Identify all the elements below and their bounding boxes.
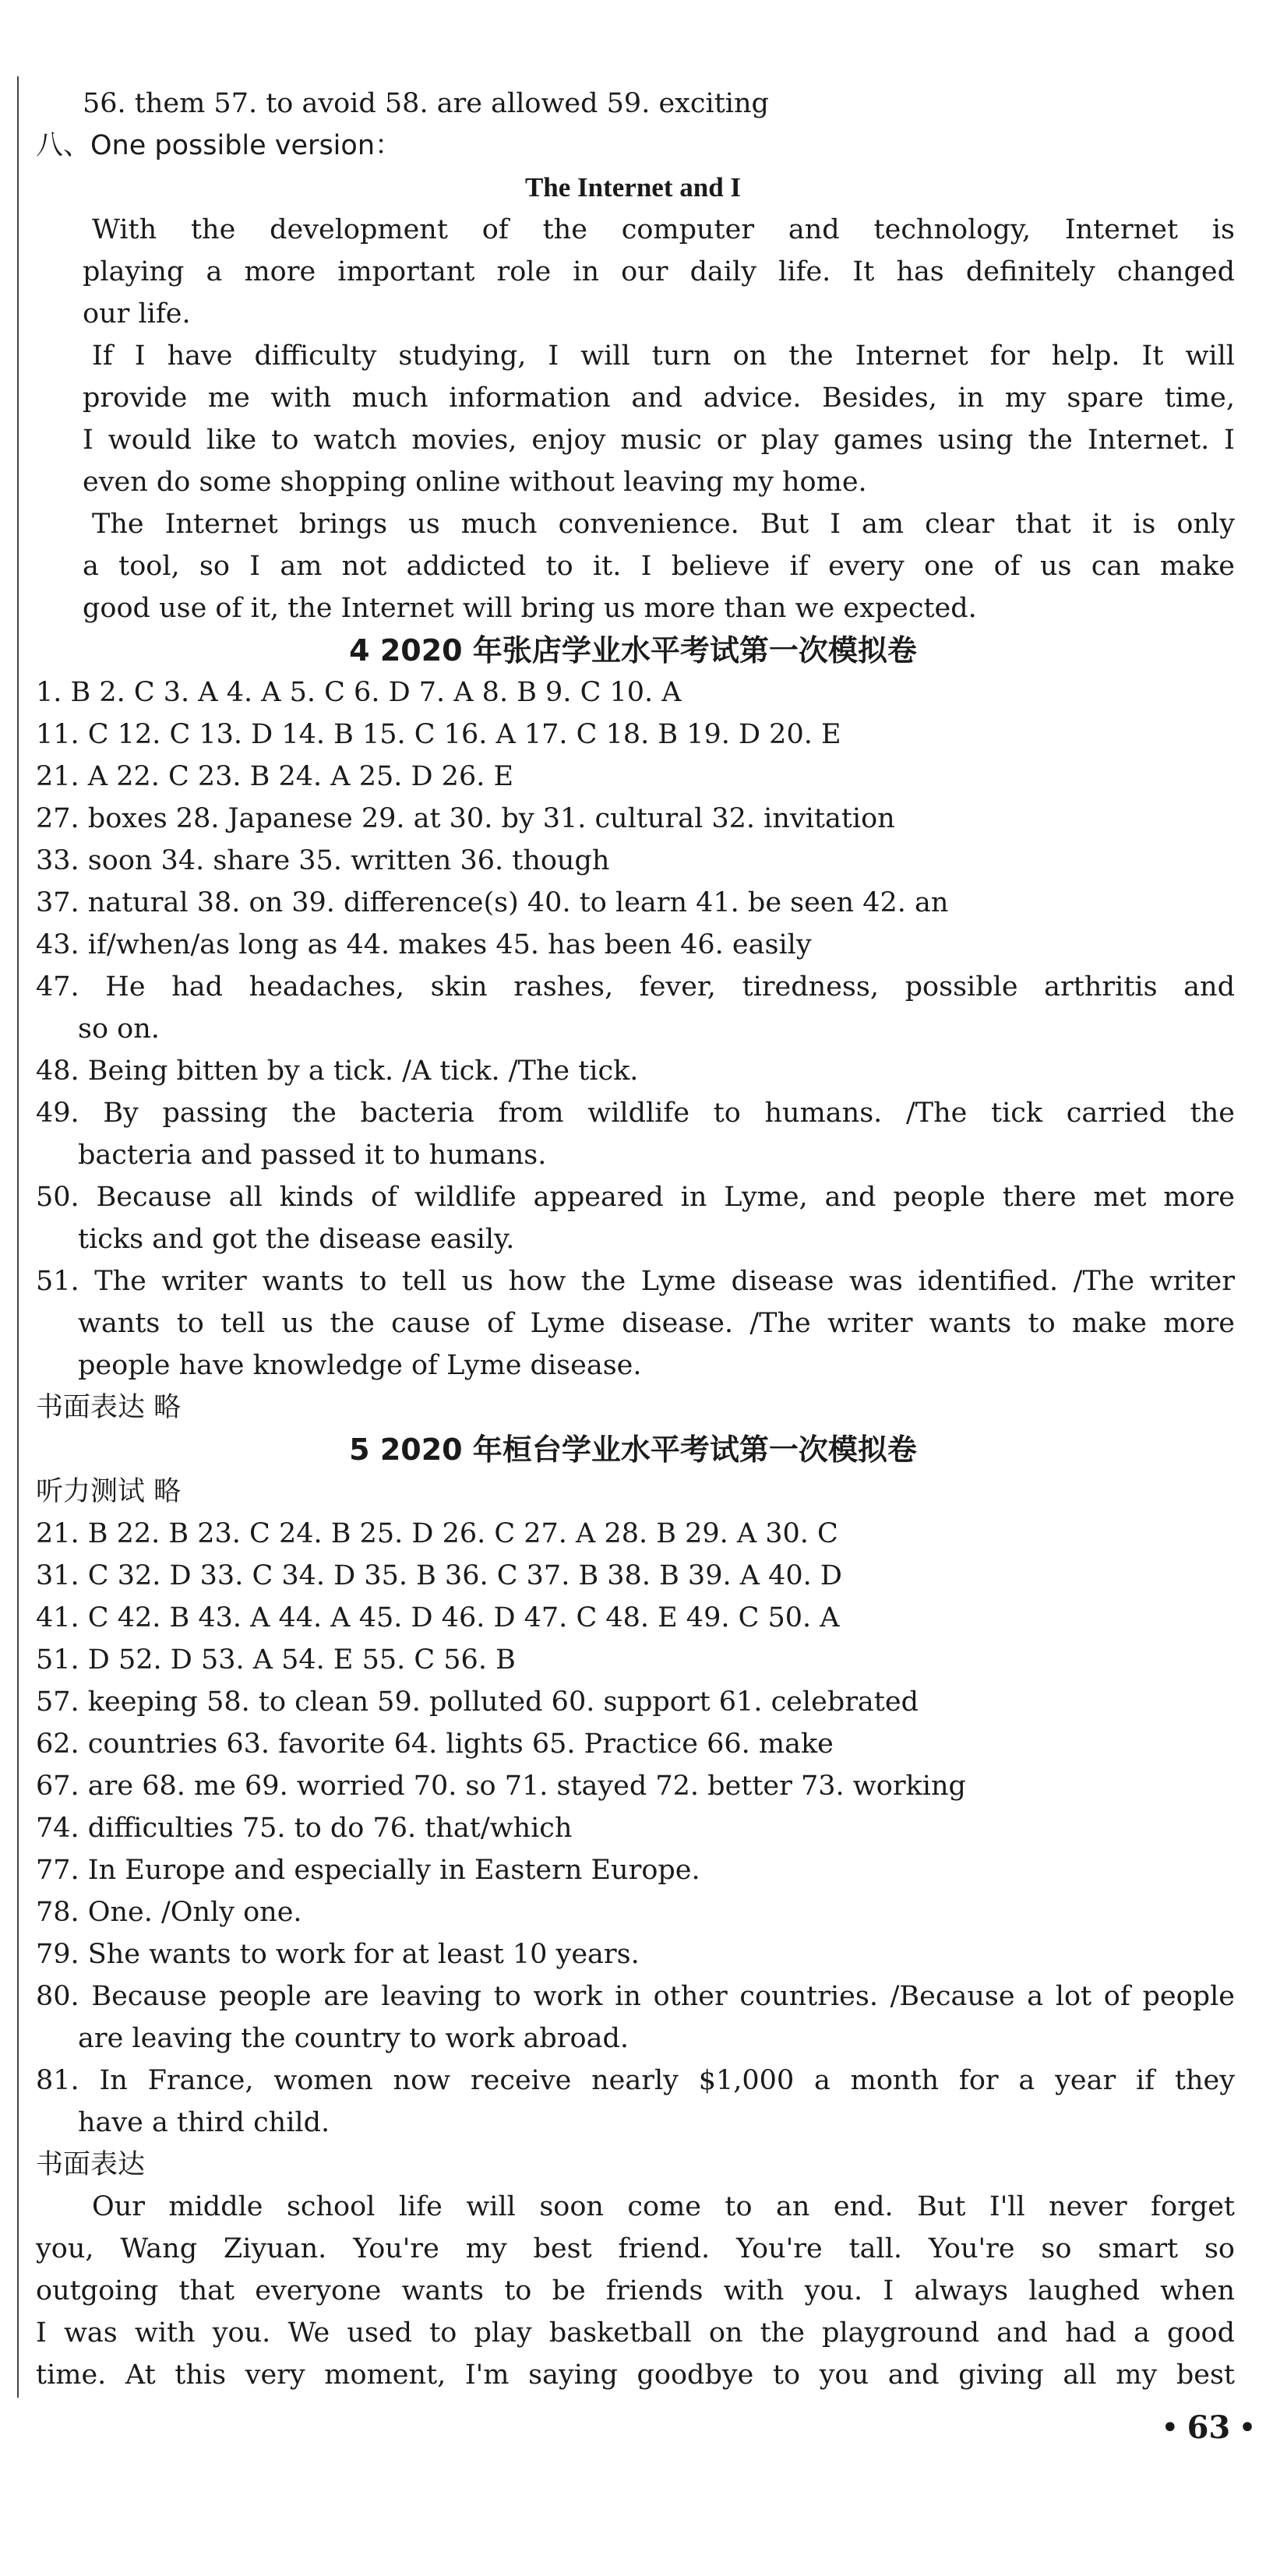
answers-row: 37. natural 38. on 39. difference(s) 40. to learn 41. be seen 42. an [36,887,949,918]
answers-row: 43. if/when/as long as 44. makes 45. has been 46. easily [36,929,812,960]
answers-56-59: 56. them 57. to avoid 58. are allowed 59. exciting [83,88,769,119]
answers-row: 1. B 2. C 3. A 4. A 5. C 6. D 7. A 8. B 9. C 10. A [36,677,682,708]
answers-row: 21. A 22. C 23. B 24. A 25. D 26. E [36,761,514,792]
answer-48: 48. Being bitten by a tick. /A tick. /The tick. [36,1055,639,1087]
essay-paragraph-2-line: I would like to watch movies, enjoy music or play games using the Internet. I [83,425,1235,456]
section-8-label: 八、One possible version： [36,130,403,161]
answer-81: 81. In France, women now receive nearly $1,000 a month for a year if they [36,2065,1235,2096]
answers-row: 27. boxes 28. Japanese 29. at 30. by 31. cultural 32. invitation [36,803,895,834]
answer-80: 80. Because people are leaving to work in other countries. /Because a lot of people [36,1981,1235,2012]
writing-note: 书面表达 略 [36,1392,182,1423]
essay-paragraph-3-line: a tool, so I am not addicted to it. I believe if every one of us can make [83,551,1235,582]
answers-row: 57. keeping 58. to clean 59. polluted 60. support 61. celebrated [36,1686,919,1718]
answer-47: 47. He had headaches, skin rashes, fever, tiredness, possible arthritis and [36,971,1235,1003]
page-number-dot-left: • [1161,2410,1180,2446]
essay-line: time. At this very moment, I'm saying goodbye to you and giving all my best [36,2359,1235,2391]
page-number-value: 63 [1187,2409,1231,2446]
left-margin-rule [17,76,19,2398]
essay-paragraph-3-line: good use of it, the Internet will bring us more than we expected. [83,593,977,624]
essay-paragraph-2-line: even do some shopping online without leaving my home. [83,467,867,498]
answer-51: 51. The writer wants to tell us how the Lyme disease was identified. /The writer [36,1266,1235,1297]
answer-78: 78. One. /Only one. [36,1897,302,1928]
essay-line: I was with you. We used to play basketball on the playground and had a good [36,2317,1235,2349]
answer-51-cont: people have knowledge of Lyme disease. [78,1350,642,1381]
answer-79: 79. She wants to work for at least 10 years. [36,1939,640,1970]
essay-paragraph-2-line: provide me with much information and advice. Besides, in my spare time, [83,382,1235,414]
answers-row: 33. soon 34. share 35. written 36. though [36,845,610,876]
essay-paragraph-1-line: playing a more important role in our daily life. It has definitely changed [83,256,1235,287]
answer-49: 49. By passing the bacteria from wildlife to humans. /The tick carried the [36,1098,1235,1129]
page-number [1153,2407,1264,2449]
page-number-dot-right: • [1238,2410,1257,2446]
essay-title: The Internet and I [524,172,742,203]
answer-80-cont: are leaving the country to work abroad. [78,2023,629,2054]
section-4-heading: 4 2020 年张店学业水平考试第一次模拟卷 [349,633,917,668]
answers-row: 41. C 42. B 43. A 44. A 45. D 46. D 47. C 48. E 49. C 50. A [36,1602,840,1633]
essay-line: you, Wang Ziyuan. You're my best friend. You're tall. You're so smart so [36,2233,1235,2264]
essay-paragraph-1-line: With the development of the computer and technology, Internet is [92,214,1235,245]
answer-51-cont: wants to tell us the cause of Lyme disease. /The writer wants to make more [78,1308,1235,1339]
answer-77: 77. In Europe and especially in Eastern Europe. [36,1855,700,1886]
writing-label: 书面表达 [36,2149,146,2180]
answer-50: 50. Because all kinds of wildlife appeared in Lyme, and people there met more [36,1182,1235,1213]
answer-47-cont: so on. [78,1013,160,1045]
answers-row: 67. are 68. me 69. worried 70. so 71. stayed 72. better 73. working [36,1771,966,1802]
essay-line: outgoing that everyone wants to be friends with you. I always laughed when [36,2275,1235,2306]
answer-49-cont: bacteria and passed it to humans. [78,1140,547,1171]
answers-row: 51. D 52. D 53. A 54. E 55. C 56. B [36,1644,516,1676]
answers-row: 62. countries 63. favorite 64. lights 65. Practice 66. make [36,1728,834,1760]
answers-row: 74. difficulties 75. to do 76. that/which [36,1813,573,1844]
essay-paragraph-1-line: our life. [83,298,191,329]
answer-50-cont: ticks and got the disease easily. [78,1224,515,1255]
listening-note: 听力测试 略 [36,1476,182,1507]
answers-row: 21. B 22. B 23. C 24. B 25. D 26. C 27. A 28. B 29. A 30. C [36,1518,838,1549]
answers-row: 31. C 32. D 33. C 34. D 35. B 36. C 37. B 38. B 39. A 40. D [36,1560,842,1591]
answer-81-cont: have a third child. [78,2107,330,2138]
essay-paragraph-3-line: The Internet brings us much convenience. But I am clear that it is only [92,509,1235,540]
essay-paragraph-2-line: If I have difficulty studying, I will turn on the Internet for help. It will [92,340,1235,372]
section-5-heading: 5 2020 年桓台学业水平考试第一次模拟卷 [349,1432,917,1467]
essay-line: Our middle school life will soon come to an end. But I'll never forget [92,2191,1235,2222]
answers-row: 11. C 12. C 13. D 14. B 15. C 16. A 17. C 18. B 19. D 20. E [36,719,841,750]
